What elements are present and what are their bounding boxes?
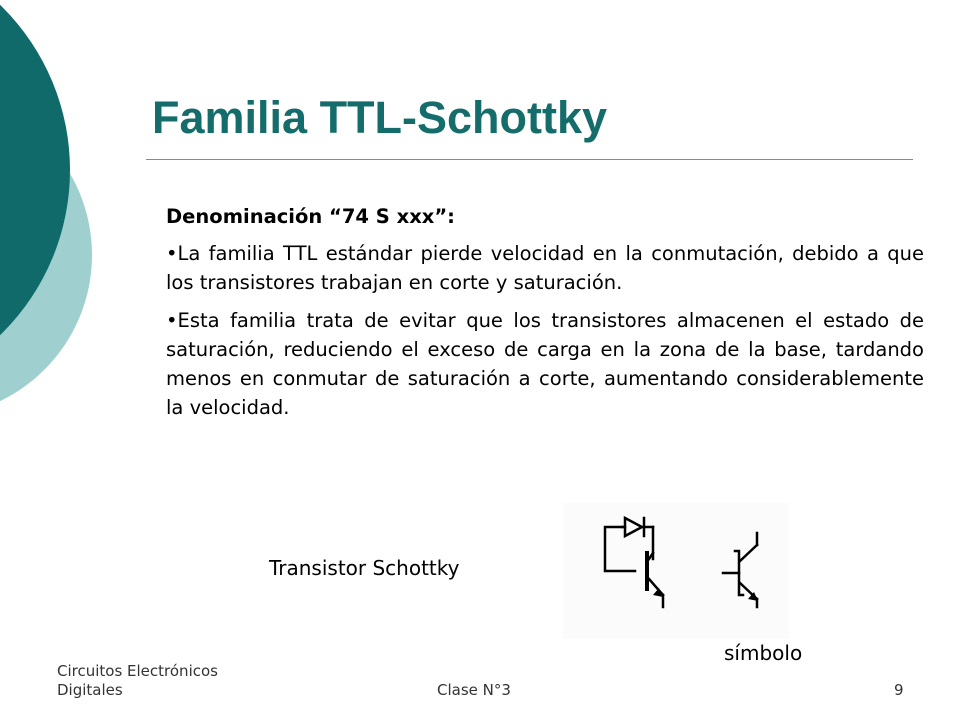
figure-caption: Transistor Schottky — [269, 556, 460, 580]
subtitle: Denominación “74 S xxx”: — [166, 205, 455, 228]
slide-body — [166, 205, 924, 431]
bullet-2: •Esta familia trata de evitar que los transistores almacenen el estado de saturación, reduciendo el exceso de carga en la zona de la base, tardando menos en conmutar de saturación a corte, aumentando considerablemente la velocidad. — [166, 309, 924, 419]
bullet-1: •La familia TTL estándar pierde velocidad en la conmutación, debido a que los transistores trabajan en corte y saturación. — [166, 242, 924, 294]
schottky-symbol-figure — [563, 503, 789, 639]
title-divider — [146, 159, 913, 160]
symbol-label: símbolo — [724, 641, 803, 665]
diode-triangle — [625, 518, 642, 536]
footer-class: Clase N°3 — [437, 681, 511, 699]
page-number: 9 — [894, 681, 904, 699]
symbol-collector — [740, 545, 757, 561]
slide-title: Familia TTL-Schottky — [152, 92, 608, 143]
footer-course: Circuitos Electrónicos Digitales — [57, 662, 218, 699]
